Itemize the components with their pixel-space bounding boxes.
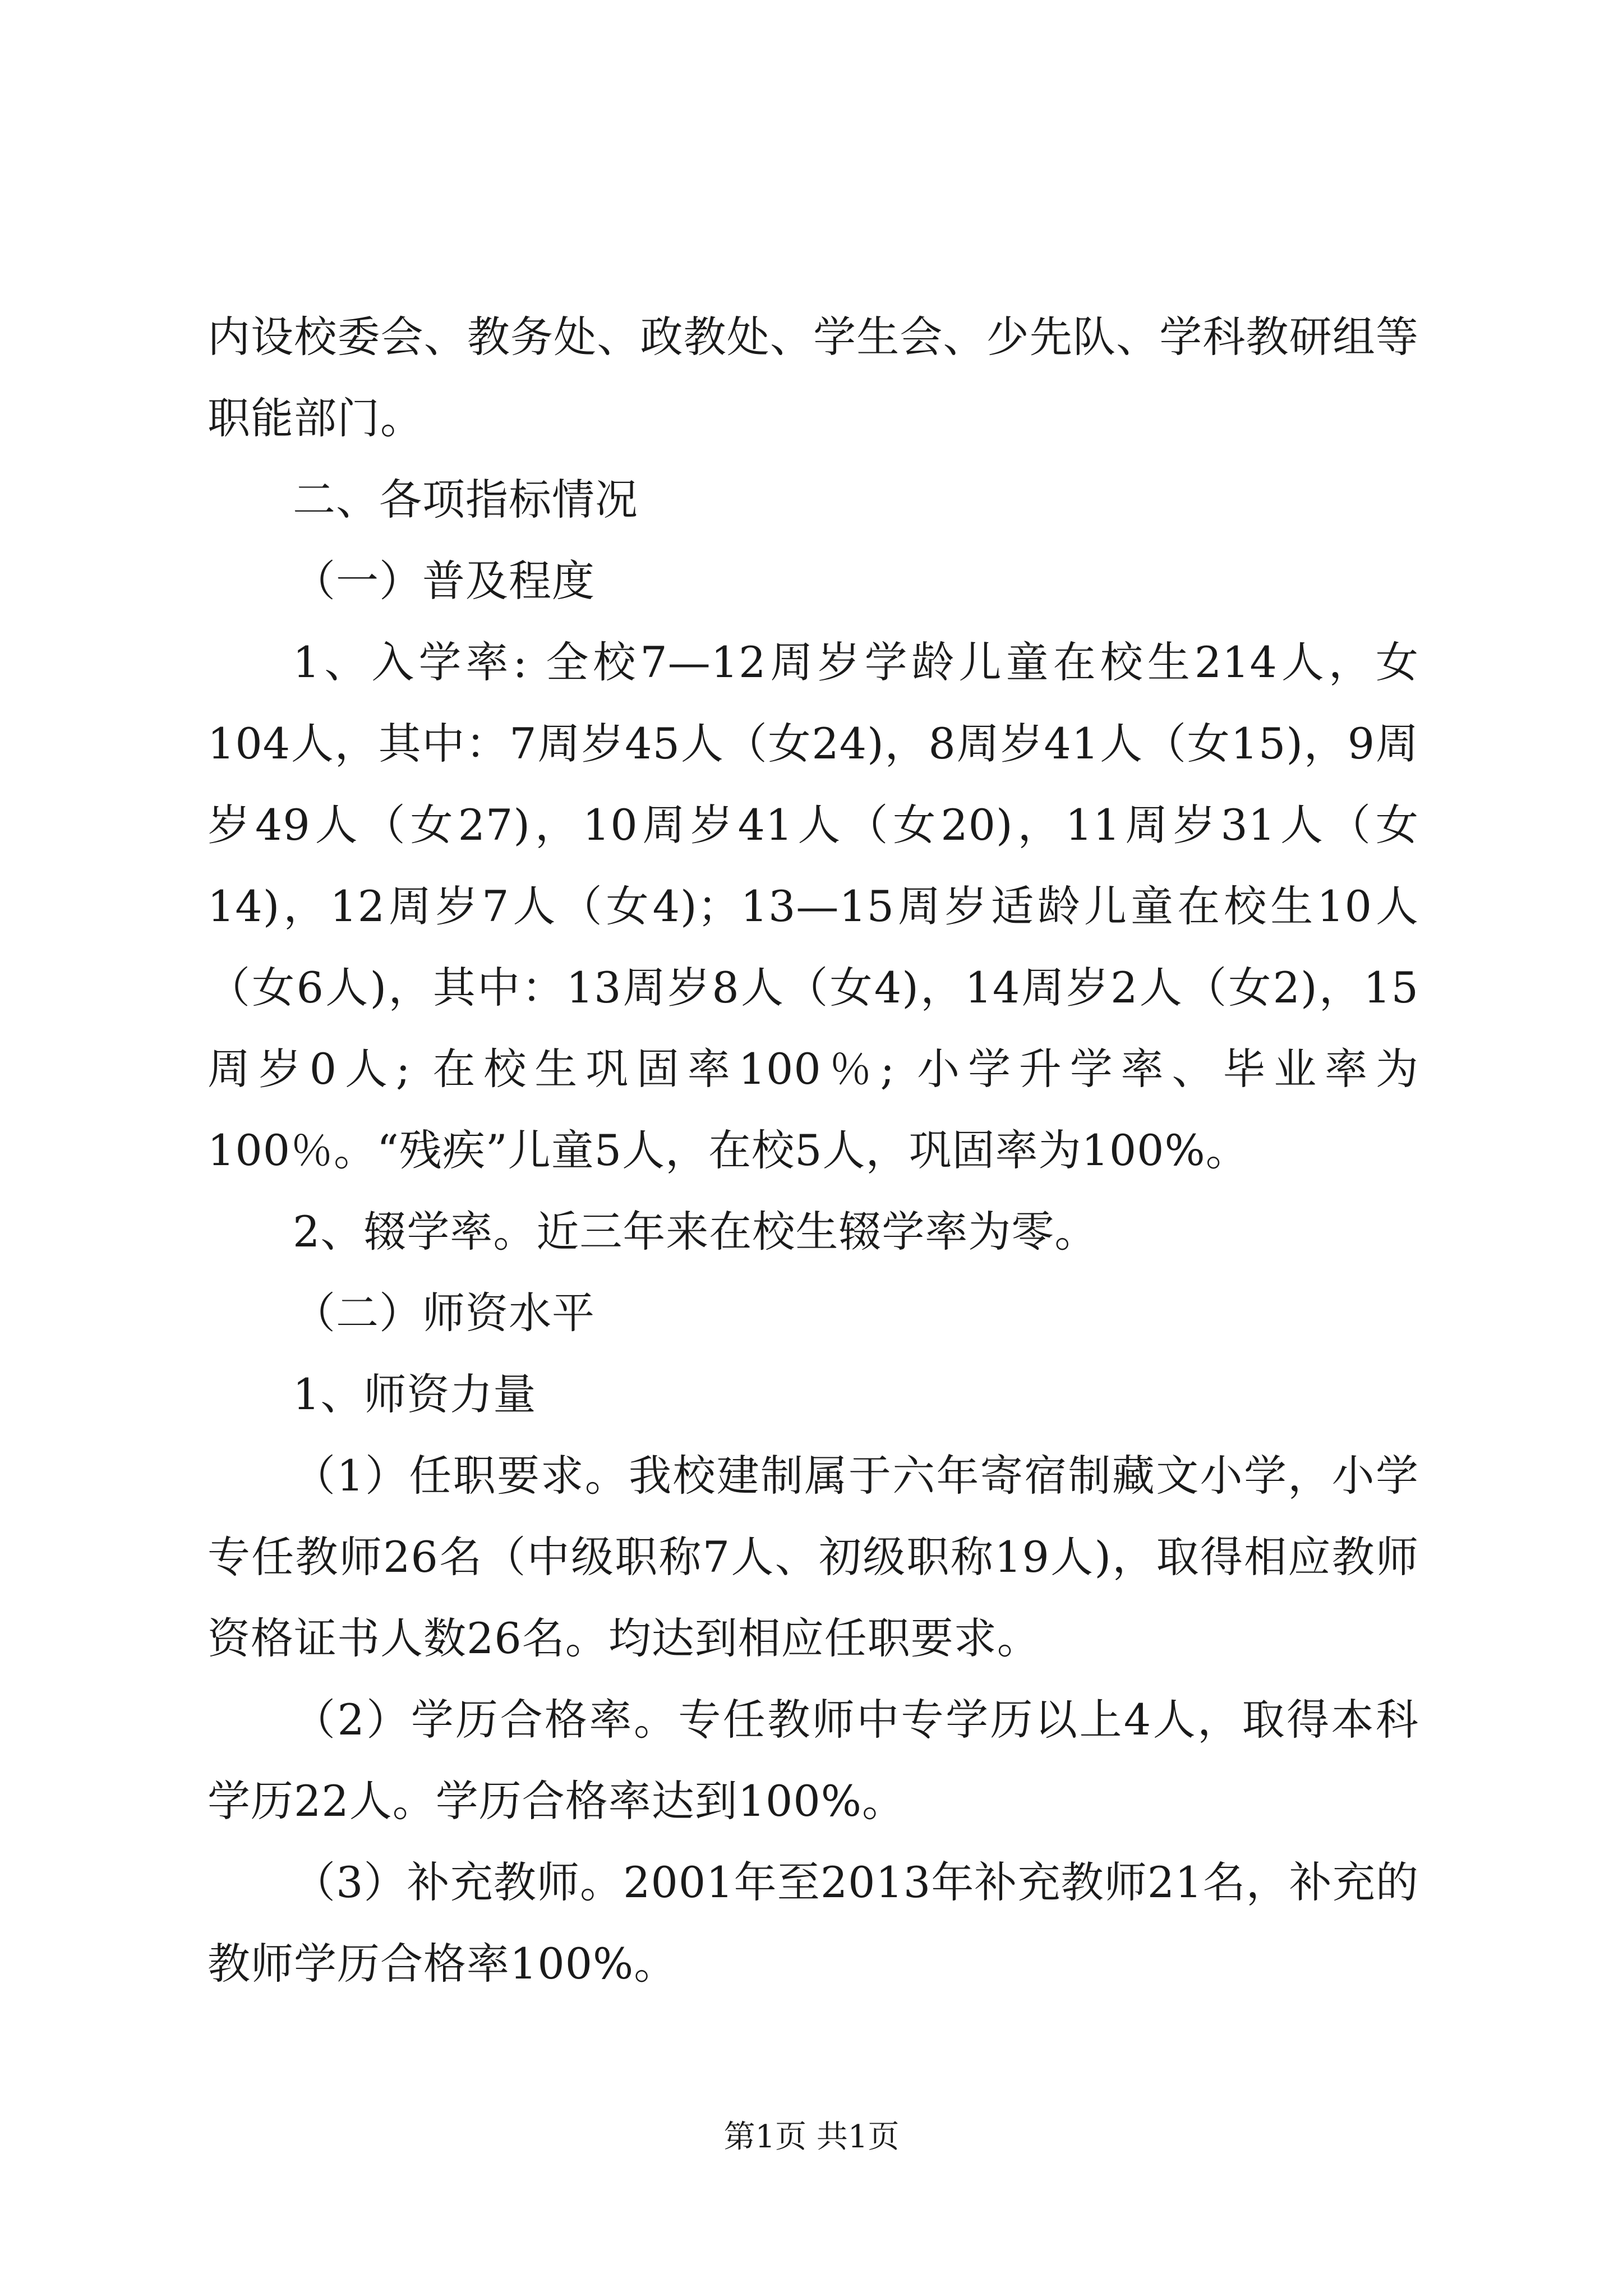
subsection-heading-popularization: （一）普及程度	[293, 556, 595, 606]
paragraph-departments: 内设校委会、教务处、政教处、学生会、少先队、学科教研组等职能部门。	[208, 312, 1419, 443]
item-heading-teacher-strength: 1、师资力量	[293, 1369, 537, 1419]
paragraph-enrollment-rate: 1、入学率: 全校7—12周岁学龄儿童在校生214人，女104人，其中：7周岁45人（女24)，8周岁41人（女15)，9周岁49人（女27)，10周岁41人（女20)，11周岁31人（女14)，12周岁7人（女4)；13—15周岁适龄儿童在校生10人（女6人)，其中：13周岁8人（女4)，14周岁2人（女2)，15周岁0人; 在校生巩固率100％; 小学升学率、毕业率为100％。“残疾”儿童5人，在校5人，巩固率为100%。	[208, 637, 1419, 1175]
paragraph-dropout-rate: 2、辍学率。近三年来在校生辍学率为零。	[293, 1207, 1098, 1257]
paragraph-teacher-supplement: （3）补充教师。2001年至2013年补充教师21名，补充的教师学历合格率100%。	[208, 1857, 1419, 1989]
subsection-heading-teacher-level: （二）师资水平	[293, 1288, 595, 1338]
page-number-footer: 第1页 共1页	[723, 2119, 900, 2155]
section-heading-indicators: 二、各项指标情况	[293, 475, 638, 524]
paragraph-education-qualification: （2）学历合格率。专任教师中专学历以上4人，取得本科学历22人。学历合格率达到100%。	[208, 1695, 1419, 1826]
paragraph-job-requirements: （1）任职要求。我校建制属于六年寄宿制藏文小学，小学专任教师26名（中级职称7人、初级职称19人)，取得相应教师资格证书人数26名。均达到相应任职要求。	[208, 1451, 1419, 1663]
document-body	[208, 296, 1419, 2004]
